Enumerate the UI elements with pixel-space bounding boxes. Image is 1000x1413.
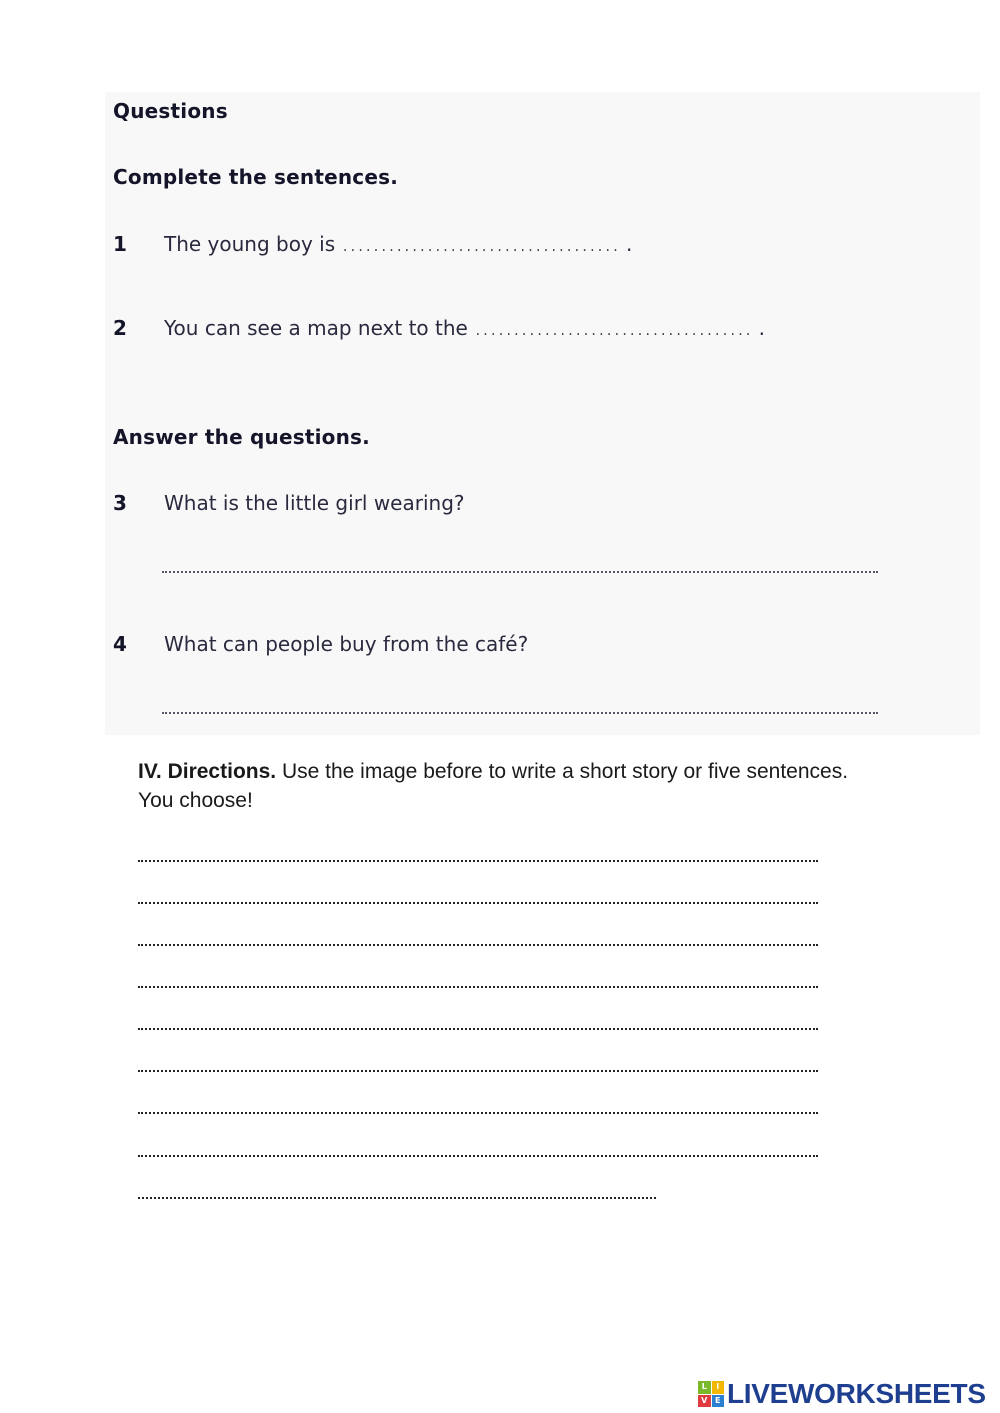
question-3-answer-line[interactable] <box>162 571 878 573</box>
question-1-blank[interactable]: .................................... <box>341 240 620 254</box>
directions-text: Use the image before to write a short story or five sentences. You choose! <box>138 760 849 812</box>
logo-mark-letter-e: E <box>712 1395 725 1408</box>
question-2-prompt: You can see a map next to the <box>164 316 468 340</box>
answer-questions-heading: Answer the questions. <box>113 425 370 449</box>
logo-mark-letter-v: V <box>698 1395 711 1408</box>
question-1-text <box>164 232 632 256</box>
liveworksheets-brand: LIVEWORKSHEETS <box>727 1378 986 1409</box>
directions-paragraph <box>138 757 858 815</box>
question-2-blank[interactable]: .................................... <box>474 324 753 338</box>
writing-line-1[interactable] <box>138 860 818 862</box>
logo-mark-letter-i: I <box>712 1381 725 1394</box>
question-2-text <box>164 316 765 340</box>
question-1-prompt: The young boy is <box>164 232 336 256</box>
liveworksheets-logo[interactable] <box>698 1378 986 1410</box>
question-4-answer-line[interactable] <box>162 712 878 714</box>
question-2-period: . <box>758 316 765 340</box>
questions-heading: Questions <box>113 99 228 123</box>
writing-line-4[interactable] <box>138 986 818 988</box>
question-4-number: 4 <box>113 632 127 656</box>
writing-line-6[interactable] <box>138 1070 818 1072</box>
question-3-text: What is the little girl wearing? <box>164 491 465 515</box>
logo-mark-letter-l: L <box>698 1381 711 1394</box>
question-1-period: . <box>625 232 633 256</box>
writing-line-3[interactable] <box>138 944 818 946</box>
complete-sentences-heading: Complete the sentences. <box>113 165 399 189</box>
directions-label: IV. Directions. <box>138 760 277 783</box>
question-3-number: 3 <box>113 491 127 515</box>
question-2-number: 2 <box>113 316 127 340</box>
question-4-text: What can people buy from the café? <box>164 632 529 656</box>
question-1-number: 1 <box>113 232 127 256</box>
liveworksheets-mark-icon <box>698 1381 724 1407</box>
writing-line-7[interactable] <box>138 1112 818 1114</box>
writing-line-8[interactable] <box>138 1155 818 1157</box>
writing-line-9[interactable] <box>138 1197 656 1199</box>
writing-line-5[interactable] <box>138 1028 818 1030</box>
writing-line-2[interactable] <box>138 902 818 904</box>
